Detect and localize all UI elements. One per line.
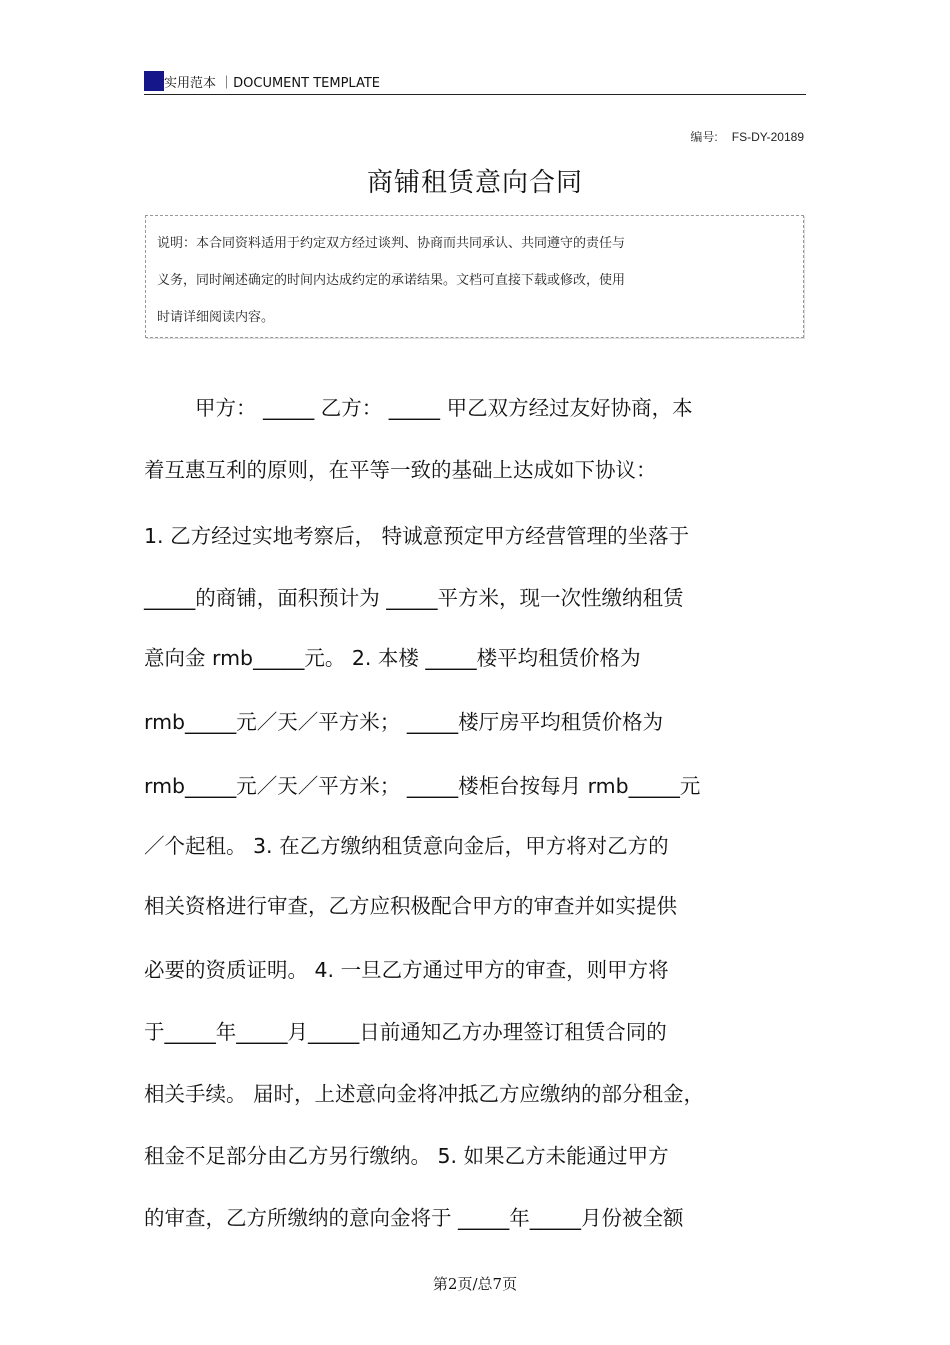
page-footer: 第2页/总7页 bbox=[432, 1275, 518, 1293]
description-line: 说明：本合同资料适用于约定双方经过谈判、协商而共同承认、共同遵守的责任与 bbox=[157, 236, 626, 251]
document-number-label: 编号: bbox=[690, 130, 718, 144]
body-line: 的审查，乙方所缴纳的意向金将于 _____年_____月份被全额 bbox=[144, 1206, 684, 1230]
description-box bbox=[145, 215, 804, 338]
body-line: ／个起租。 3. 在乙方缴纳租赁意向金后，甲方将对乙方的 bbox=[144, 834, 669, 858]
body-line: 于_____年_____月_____日前通知乙方办理签订租赁合同的 bbox=[144, 1020, 667, 1044]
document-number bbox=[690, 128, 804, 145]
body-line: 意向金 rmb_____元。 2. 本楼 _____楼平均租赁价格为 bbox=[144, 646, 641, 670]
body-line: 相关资格进行审查，乙方应积极配合甲方的审查并如实提供 bbox=[144, 894, 677, 918]
document-number-value: FS-DY-20189 bbox=[731, 130, 804, 144]
header-logo-block bbox=[144, 71, 164, 91]
body-line: 甲方： _____ 乙方： _____ 甲乙双方经过友好协商，本 bbox=[195, 396, 693, 420]
header-label: 实用范本 ｜DOCUMENT TEMPLATE bbox=[164, 76, 380, 91]
body-line: _____的商铺，面积预计为 _____平方米，现一次性缴纳租赁 bbox=[144, 586, 684, 610]
description-line: 时请详细阅读内容。 bbox=[157, 310, 275, 325]
body-line: 1. 乙方经过实地考察后， 特诚意预定甲方经营管理的坐落于 bbox=[144, 524, 690, 548]
body-line: rmb_____元／天／平方米； _____楼厅房平均租赁价格为 bbox=[144, 710, 664, 734]
body-line: rmb_____元／天／平方米； _____楼柜台按每月 rmb_____元 bbox=[144, 774, 701, 798]
body-line: 租金不足部分由乙方另行缴纳。 5. 如果乙方未能通过甲方 bbox=[144, 1144, 669, 1168]
page-header bbox=[144, 68, 806, 95]
body-line: 必要的资质证明。 4. 一旦乙方通过甲方的审查，则甲方将 bbox=[144, 958, 669, 982]
description-line: 义务，同时阐述确定的时间内达成约定的承诺结果。文档可直接下载或修改，使用 bbox=[157, 273, 626, 288]
document-title: 商铺租赁意向合同 bbox=[366, 168, 583, 198]
body-line: 相关手续。 届时，上述意向金将冲抵乙方应缴纳的部分租金， bbox=[144, 1082, 705, 1106]
body-line: 着互惠互利的原则，在平等一致的基础上达成如下协议： bbox=[144, 458, 657, 482]
